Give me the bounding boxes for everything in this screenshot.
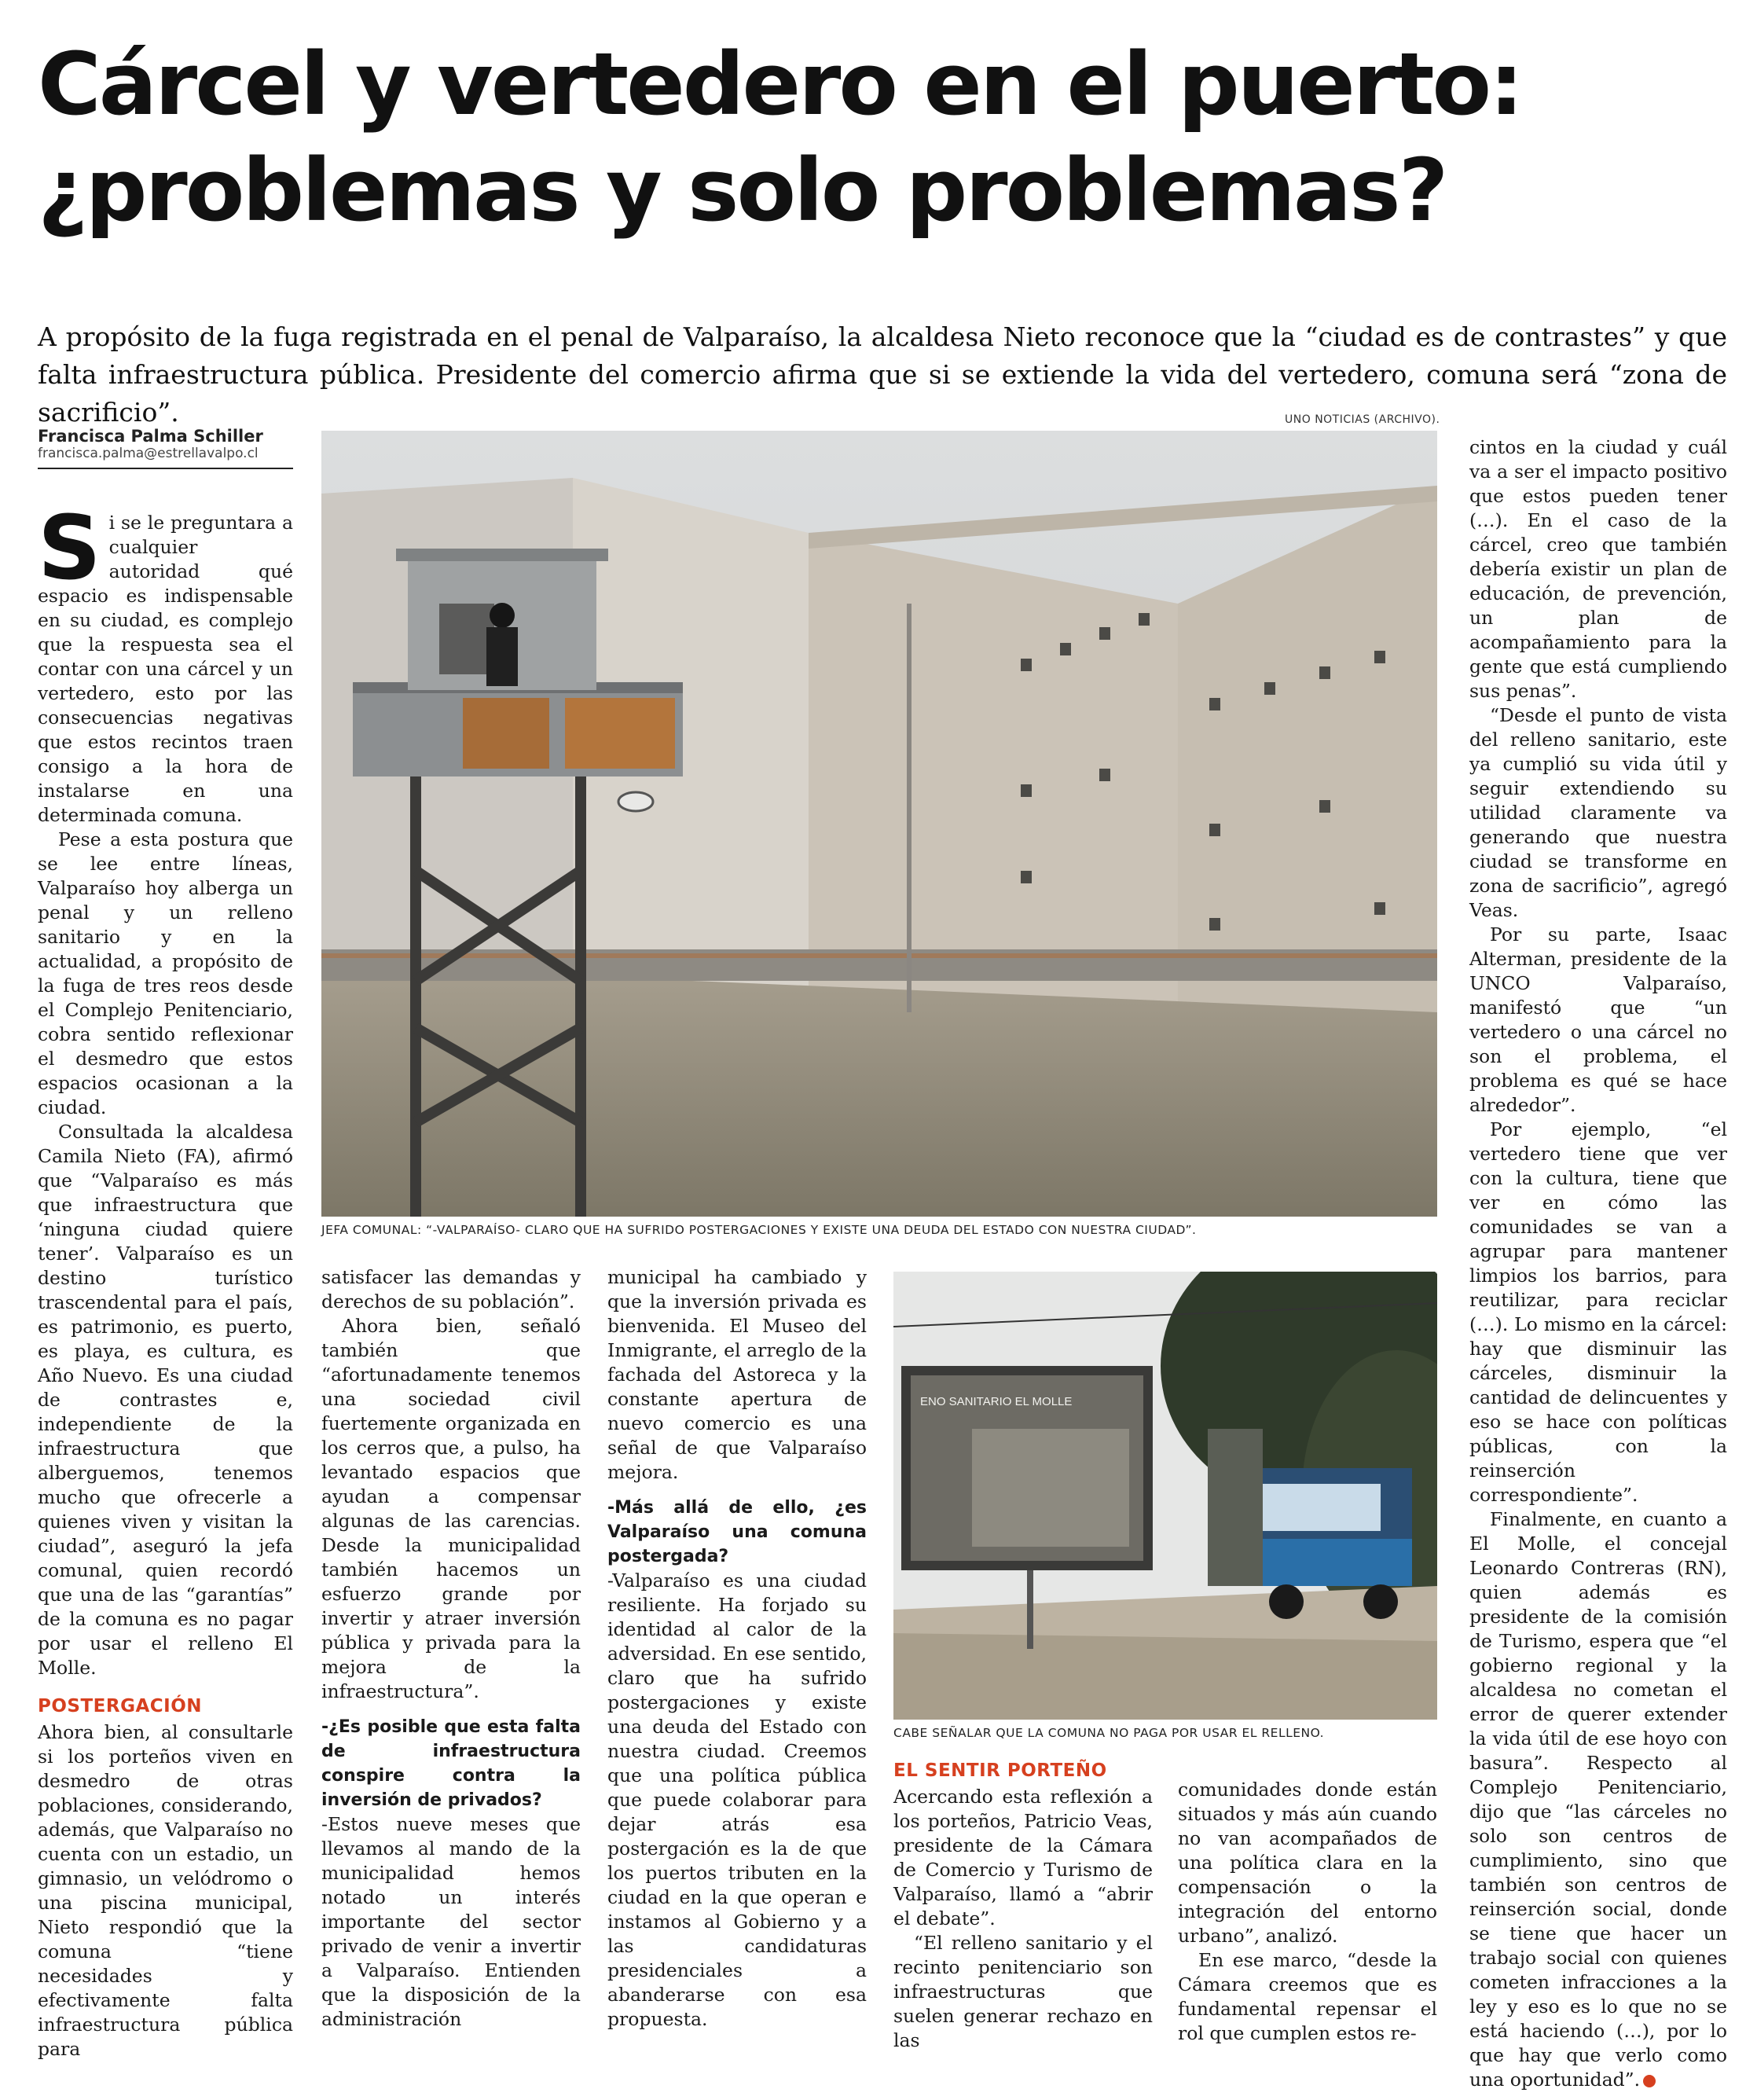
section-heading: EL SENTIR PORTEÑO [893,1760,1107,1781]
paragraph: Ahora bien, al consultarle si los porteños viven en desmedro de otras poblaciones, considerando, además, que Valparaíso no cuenta con un estadio, un gimnasio, un velódromo o una piscina municipal, Nieto respondió que la comuna “tiene necesidades y efectivamente falta infraestructura pública para [38,1721,293,2060]
deck-subheadline: A propósito de la fuga registrada en el penal de Valparaíso, la alcaldesa Nieto reconoce que la “ciudad es de contrastes” y que falta infraestructura pública. Presidente del comercio afirma que si se extiende la vida del vertedero, comuna será “zona de sacrificio”. [38,321,1727,428]
interview-question: -Más allá de ello, ¿es Valparaíso una comuna postergada? [607,1498,867,1566]
paragraph: “Desde el punto de vista del relleno sanitario, este ya cumplió su vida útil y seguir extendiendo su utilidad claramente va generando que nuestra ciudad se transforme en zona de sacrificio”, agregó Veas. [1469,704,1727,921]
paragraph: Por su parte, Isaac Alterman, presidente de la UNCO Valparaíso, manifestó que “un vertedero o una cárcel no son el problema, el problema es qué se hace alrededor”. [1469,923,1727,1116]
paragraph: -Estos nueve meses que llevamos al mando de la municipalidad hemos notado un interés importante del sector privado de venir a invertir a Valparaíso. Entienden que la disposición de la administración [321,1813,581,2030]
landfill-photo-caption: CABE SEÑALAR QUE LA COMUNA NO PAGA POR USAR EL RELLENO. [893,1726,1325,1740]
paragraph: cintos en la ciudad y cuál va a ser el impacto positivo que estos pueden tener (…). En el caso de la cárcel, creo que también debería existir un plan de educación, de prevención, un plan de acompañamiento para la gente que está cumpliendo sus penas”. [1469,436,1727,702]
column-4 [893,1759,1153,2053]
paragraph: “El relleno sanitario y el recinto penitenciario son infraestructuras que suelen generar rechazo en las [893,1932,1153,2051]
column-1 [38,497,293,2061]
photo-credit: UNO NOTICIAS (ARCHIVO). [1285,413,1440,426]
column-5 [1178,1778,1437,2046]
paragraph: Por ejemplo, “el vertedero tiene que ver con la cultura, tiene que ver en cómo las comunidades se van a agrupar para mantener limpios los barrios, para reutilizar, para reciclar (…). Lo mismo en la cárcel: hay que disminuir las cárceles, disminuir la cantidad de delincuentes y eso se hace con políticas públicas, con la reinserción correspondiente”. [1469,1118,1727,1506]
paragraph: -Valparaíso es una ciudad resiliente. Ha forjado su identidad al calor de la adversidad. En ese sentido, claro que ha sufrido postergaciones y existe una deuda del Estado con nuestra ciudad. Creemos que una política pública que puede colaborar para dejar atrás esa postergación es la de que los puertos tributen en la ciudad en la que operan e instamos al Gobierno y a las candidaturas presidenciales a abanderarse con esa propuesta. [607,1569,867,2030]
paragraph-text: i se le preguntara a cualquier autoridad qué espacio es indispensable en su ciudad, es complejo que la respuesta sea el contar con una cárcel y un vertedero, esto por las consecuencias negativas que estos recintos traen consigo a la hora de instalarse en una determinada comuna. [38,512,293,826]
byline [38,427,293,469]
landfill-photo-illustration [893,1272,1437,1720]
author-email: francisca.palma@estrellavalpo.cl [38,446,259,461]
interview-question: -¿Es posible que esta falta de infraestructura conspire contra la inversión de privados? [321,1717,581,1810]
paragraph: comunidades donde están situados y más aún cuando no van acompañados de una política clara en la compensación o la integración del entorno urbano”, analizó. [1178,1779,1437,1947]
paragraph [38,497,293,828]
column-3 [607,1265,867,2032]
prison-photo-caption: JEFA COMUNAL: “-VALPARAÍSO- CLARO QUE HA SUFRIDO POSTERGACIONES Y EXISTE UNA DEUDA DEL ESTADO CON NUESTRA CIUDAD”. [321,1223,1197,1237]
paragraph: En ese marco, “desde la Cámara creemos que es fundamental repensar el rol que cumplen estos re- [1178,1949,1437,2044]
paragraph: Consultada la alcaldesa Camila Nieto (FA), afirmó que “Valparaíso es más que infraestructura que ‘ninguna ciudad quiere tener’. Valparaíso es un destino turístico trascendental para el país, es patrimonio, es puerto, es playa, es cultura, es Año Nuevo. Es una ciudad de contrastes e, independiente de la infraestructura que alberguemos, tenemos mucho que ofrecerle a quienes viven y visitan la ciudad”, aseguró la jefa comunal, quien recordó que una de las “garantías” de la comuna es no pagar por usar el relleno El Molle. [38,1121,293,1679]
landfill-photo [893,1272,1437,1720]
drop-cap: S [38,497,101,600]
landfill-sign-text: ENO SANITARIO EL MOLLE [920,1395,1073,1408]
column-6 [1469,435,1727,2092]
headline: Cárcel y vertedero en el puerto: ¿problemas y solo problemas? [38,34,1522,240]
paragraph: satisfacer las demandas y derechos de su población”. [321,1266,581,1312]
prison-photo [321,431,1437,1217]
paragraph [1469,1507,1727,2092]
author-name: Francisca Palma Schiller [38,427,263,446]
prison-photo-illustration [321,431,1437,1217]
column-2 [321,1265,581,2032]
section-heading: POSTERGACIÓN [38,1696,203,1716]
paragraph: Acercando esta reflexión a los porteños, Patricio Veas, presidente de la Cámara de Comercio y Turismo de Valparaíso, llamó a “abrir el debate”. [893,1786,1153,1929]
paragraph: municipal ha cambiado y que la inversión privada es bienvenida. El Museo del Inmigrante, el arreglo de la fachada del Astoreca y la constante apertura de nuevo comercio es una señal de que Valparaíso mejora. [607,1266,867,1483]
end-mark-icon [1643,2075,1656,2087]
paragraph: Pese a esta postura que se lee entre líneas, Valparaíso hoy alberga un penal y un relleno sanitario y en la actualidad, a propósito de la fuga de tres reos desde el Complejo Penitenciario, cobra sentido reflexionar el desmedro que estos espacios ocasionan a la ciudad. [38,828,293,1118]
paragraph: Ahora bien, señaló también que “afortunadamente tenemos una sociedad civil fuertemente organizada en los cerros que, a pulso, ha levantado espacios que ayudan a compensar algunas de las carencias. Desde la municipalidad también hacemos un esfuerzo grande por invertir y atraer inversión pública y privada para la mejora de la infraestructura”. [321,1315,581,1702]
paragraph-text: Finalmente, en cuanto a El Molle, el concejal Leonardo Contreras (RN), quien además es presidente de la comisión de Turismo, espera que “el gobierno regional y la alcaldesa no cometan el error de querer extender la vida útil de ese hoyo con basura”. Respecto al Complejo Penitenciario, dijo que “las cárceles no solo son centros de cumplimiento, sino que también son centros de reinserción social, donde se tiene que hacer un trabajo social con quienes cometen infracciones a la ley y eso es lo que no se está haciendo (…), por lo que hay que verlo como una oportunidad”. [1469,1508,1727,2091]
